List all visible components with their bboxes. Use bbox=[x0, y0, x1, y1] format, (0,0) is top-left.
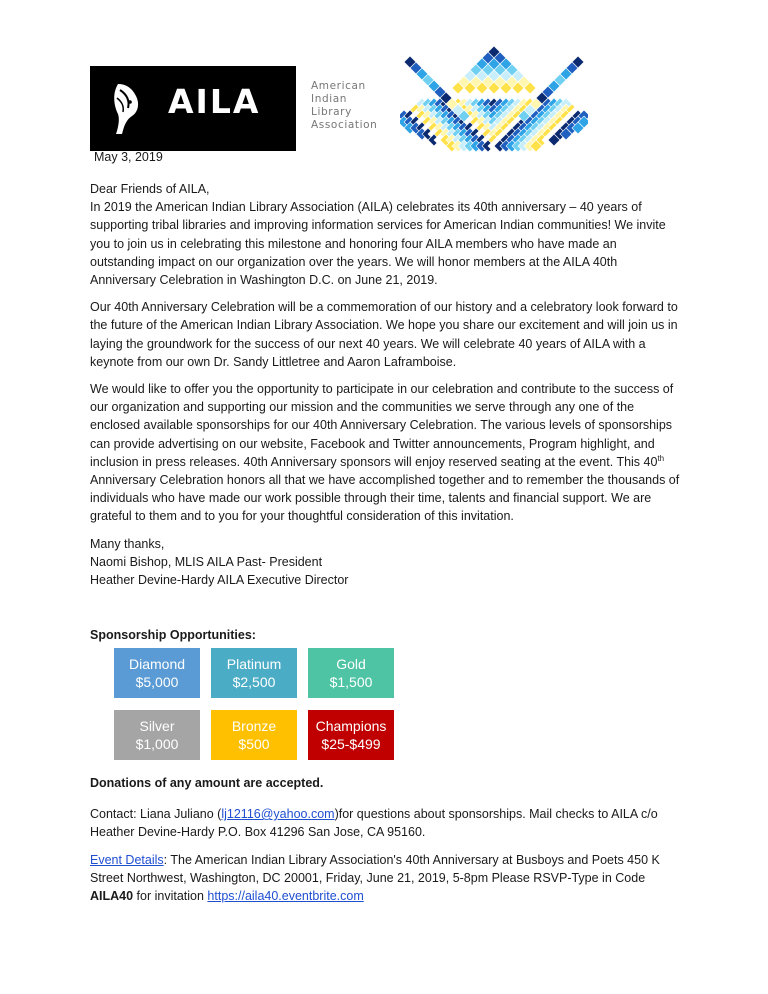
signer-1: Naomi Bishop, MLIS AILA Past- President bbox=[90, 554, 323, 569]
tier-amount: $2,500 bbox=[232, 674, 276, 690]
tier-diamond bbox=[114, 648, 200, 698]
tier-amount: $1,000 bbox=[135, 736, 179, 752]
rsvp-code: AILA40 bbox=[90, 889, 134, 904]
letter-date: May 3, 2019 bbox=[94, 150, 163, 164]
email-link[interactable]: lj12116@yahoo.com bbox=[221, 807, 335, 821]
eventbrite-link[interactable]: https://aila40.eventbrite.com bbox=[207, 889, 364, 904]
greeting: Dear Friends of AILA, bbox=[90, 182, 210, 196]
tier-platinum bbox=[211, 648, 297, 698]
signer-2: Heather Devine-Hardy AILA Executive Director bbox=[90, 573, 349, 588]
star-quilt-graphic bbox=[400, 42, 588, 154]
feather-head-icon bbox=[108, 80, 148, 136]
paragraph-2: Our 40th Anniversary Celebration will be a commemoration of our history and a celebratory look forward to the future of the American Indian Library Association. We hope you share our excitement and will join us in laying the groundwork for the success of our next 40 years. We will celebrate 40 years of AILA with a keynote from our own Dr. Sandy Littletree and Aaron Laframboise. bbox=[90, 300, 678, 369]
tier-amount: $5,000 bbox=[135, 674, 179, 690]
event-details-link[interactable]: Event Details bbox=[90, 853, 164, 867]
closing: Many thanks, bbox=[90, 536, 165, 551]
logo-wordmark: AILA bbox=[168, 82, 261, 121]
organization-name: American Indian Library Association bbox=[311, 80, 378, 131]
tier-gold bbox=[308, 648, 394, 698]
tier-amount: $1,500 bbox=[329, 674, 373, 690]
donations-note: Donations of any amount are accepted. bbox=[90, 776, 324, 790]
paragraph-3: We would like to offer you the opportunity to participate in our celebration and contribute to the success of our organization and supporting our mission and the communities we serve through any one of the enclosed available sponsorships for our 40th Anniversary Celebration. The various levels of sponsorships can provide advertising on our website, Facebook and Twitter announcements, Program highlight, and inclusion in press releases. 40th Anniversary sponsors will enjoy reserved seating at the event. This 40th Anniversary Celebration honors all that we have accomplished together and to remember the thousands of individuals who have made our work possible through their time, talents and financial support. We are grateful to them and to you for your thoughtful consideration of this invitation. bbox=[90, 382, 680, 524]
tier-name: Champions bbox=[315, 718, 387, 734]
tier-name: Bronze bbox=[231, 718, 277, 734]
event-details: Event Details: The American Indian Library Association's 40th Anniversary at Busboys and Poets 450 K Street Northwest, Washington, DC 20001, Friday, June 21, 2019, 5-8pm Please RSVP-Type in Code AILA40 for invitation https://aila40.eventbrite.com bbox=[90, 853, 660, 904]
aila-logo bbox=[90, 66, 296, 151]
tier-silver bbox=[114, 710, 200, 760]
contact-info: Contact: Liana Juliano (lj12116@yahoo.com)for questions about sponsorships. Mail checks to AILA c/o Heather Devine-Hardy P.O. Box 41296 San Jose, CA 95160. bbox=[90, 807, 658, 840]
paragraph-1: In 2019 the American Indian Library Association (AILA) celebrates its 40th anniversary – 40 years of supporting tribal libraries and improving information services for American Indian communities! We invite you to join us in celebrating this milestone and honoring four AILA members who have made an outstanding impact on our organization over the years. We will honor members at the AILA 40th Anniversary Celebration in Washington D.C. on June 21, 2019. bbox=[90, 200, 666, 288]
tier-amount: $25-$499 bbox=[321, 736, 381, 752]
tier-champions bbox=[308, 710, 394, 760]
tier-amount: $500 bbox=[238, 736, 270, 752]
signature-block bbox=[90, 535, 680, 590]
sponsorship-heading: Sponsorship Opportunities: bbox=[90, 628, 256, 642]
tier-name: Diamond bbox=[128, 656, 186, 672]
tier-name: Platinum bbox=[226, 656, 282, 672]
tier-name: Silver bbox=[139, 718, 175, 734]
letter-body bbox=[90, 180, 680, 589]
tier-bronze bbox=[211, 710, 297, 760]
tier-name: Gold bbox=[336, 656, 366, 672]
